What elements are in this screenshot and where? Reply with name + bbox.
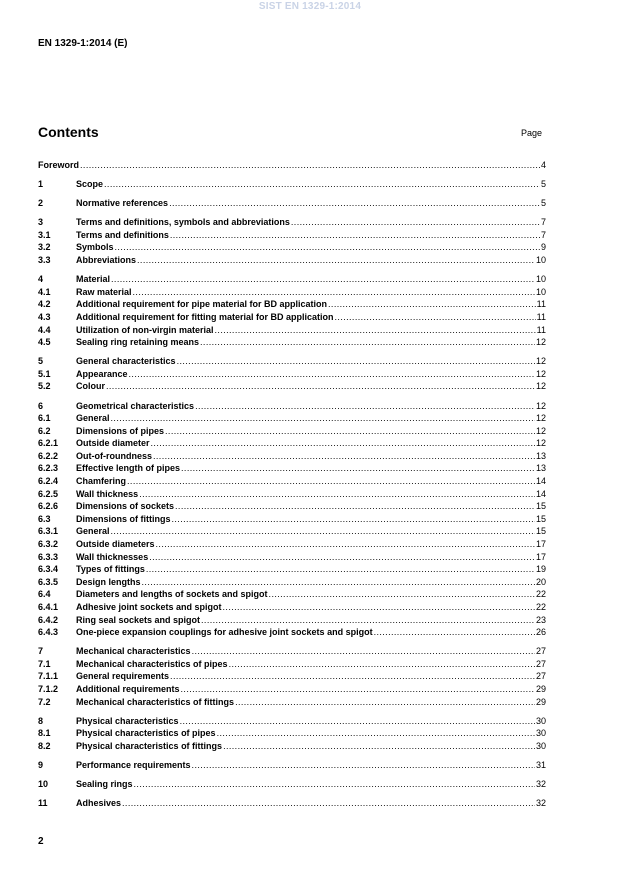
- toc-entry-number: 6: [38, 400, 44, 411]
- toc-entry-title: Ring seal sockets and spigot: [76, 614, 201, 625]
- toc-entry-title: Material: [76, 274, 111, 285]
- toc-entry-page: 19: [535, 564, 546, 575]
- toc-entry[interactable]: [38, 229, 546, 242]
- toc-entry-number: 4.1: [38, 286, 51, 297]
- toc-entry-title: Scope: [76, 179, 104, 190]
- document-identifier: EN 1329-1:2014 (E): [38, 38, 128, 49]
- toc-entry-title: One-piece expansion couplings for adhesive joint sockets and spigot: [76, 627, 373, 638]
- toc-leader-dots: [200, 336, 535, 349]
- toc-entry[interactable]: [38, 797, 546, 810]
- toc-entry-title: Wall thickness: [76, 488, 139, 499]
- toc-leader-dots: [235, 696, 535, 709]
- toc-entry[interactable]: [38, 241, 546, 254]
- toc-entry[interactable]: [38, 368, 546, 381]
- toc-leader-dots: [201, 614, 535, 627]
- toc-leader-dots: [374, 626, 535, 639]
- toc-entry[interactable]: [38, 538, 546, 551]
- toc-entry-title: Out-of-roundness: [76, 450, 152, 461]
- toc-entry-number: 10: [38, 779, 49, 790]
- toc-entry-title: Sealing ring retaining means: [76, 337, 200, 348]
- toc-leader-dots: [142, 576, 535, 589]
- toc-entry-number: 7.1: [38, 658, 51, 669]
- toc-entry-page: 27: [535, 658, 546, 669]
- toc-entry[interactable]: [38, 626, 546, 639]
- toc-entry-number: 6.2.4: [38, 476, 59, 487]
- toc-entry-title: Dimensions of pipes: [76, 425, 165, 436]
- toc-entry-page: 12: [535, 413, 546, 424]
- toc-group: [38, 273, 546, 349]
- toc-entry-number: 4.5: [38, 337, 51, 348]
- toc-entry-title: Terms and definitions: [76, 229, 169, 240]
- toc-entry-number: 6.2: [38, 425, 51, 436]
- toc-leader-dots: [165, 425, 535, 438]
- toc-entry-title: Sealing rings: [76, 779, 133, 790]
- table-of-contents: [38, 159, 546, 816]
- toc-entry-number: 1: [38, 179, 44, 190]
- toc-entry-title: Diameters and lengths of sockets and spigot: [76, 589, 268, 600]
- toc-entry-number: 6.3.3: [38, 551, 59, 562]
- toc-entry-page: 13: [535, 450, 546, 461]
- toc-group: [38, 759, 546, 772]
- toc-entry-page: 27: [535, 646, 546, 657]
- toc-entry[interactable]: [38, 715, 546, 728]
- toc-entry-number: 6.3.4: [38, 564, 59, 575]
- toc-entry-title: General requirements: [76, 671, 170, 682]
- toc-entry-number: 7.1.1: [38, 671, 59, 682]
- toc-entry[interactable]: [38, 437, 546, 450]
- toc-entry-title: General: [76, 413, 110, 424]
- toc-entry-number: 6.2.5: [38, 488, 59, 499]
- toc-entry[interactable]: [38, 462, 546, 475]
- toc-entry-title: Mechanical characteristics of fittings: [76, 696, 235, 707]
- toc-entry-number: 4.2: [38, 299, 51, 310]
- toc-entry-page: 32: [535, 798, 546, 809]
- toc-entry-page: 27: [535, 671, 546, 682]
- toc-entry[interactable]: [38, 576, 546, 589]
- toc-leader-dots: [192, 645, 535, 658]
- toc-entry-title: General: [76, 526, 110, 537]
- toc-entry[interactable]: [38, 324, 546, 337]
- toc-entry[interactable]: [38, 178, 546, 191]
- toc-leader-dots: [153, 450, 535, 463]
- toc-entry-page: 12: [535, 438, 546, 449]
- toc-entry-title: Mechanical characteristics of pipes: [76, 658, 228, 669]
- toc-entry-title: Geometrical characteristics: [76, 400, 195, 411]
- toc-leader-dots: [172, 513, 535, 526]
- toc-group: [38, 355, 546, 393]
- toc-leader-dots: [170, 670, 535, 683]
- toc-leader-dots: [111, 273, 535, 286]
- toc-entry[interactable]: [38, 298, 546, 311]
- toc-entry-title: Effective length of pipes: [76, 463, 181, 474]
- toc-entry-title: Design lengths: [76, 576, 141, 587]
- toc-entry-title: Types of fittings: [76, 564, 145, 575]
- toc-entry-number: 5.1: [38, 368, 51, 379]
- toc-entry-page: 14: [535, 488, 546, 499]
- toc-entry-page: 30: [535, 740, 546, 751]
- toc-entry[interactable]: [38, 696, 546, 709]
- toc-entry-title: Utilization of non-virgin material: [76, 324, 214, 335]
- toc-entry-number: 6.3: [38, 513, 51, 524]
- toc-entry-page: 31: [535, 760, 546, 771]
- toc-entry-number: 11: [38, 798, 48, 809]
- toc-leader-dots: [223, 601, 535, 614]
- toc-entry-number: 4: [38, 274, 44, 285]
- toc-leader-dots: [181, 683, 535, 696]
- toc-entry-number: 6.2.6: [38, 501, 59, 512]
- toc-entry-page: 23: [535, 614, 546, 625]
- page-column-label: Page: [521, 128, 543, 138]
- toc-leader-dots: [177, 355, 535, 368]
- toc-entry-page: 22: [535, 589, 546, 600]
- toc-entry[interactable]: [38, 740, 546, 753]
- toc-entry-number: 3.1: [38, 229, 51, 240]
- toc-entry-title: Physical characteristics of pipes: [76, 728, 216, 739]
- toc-entry[interactable]: [38, 216, 546, 229]
- toc-entry-title: Chamfering: [76, 476, 127, 487]
- toc-leader-dots: [115, 241, 540, 254]
- toc-entry-number: 2: [38, 198, 44, 209]
- toc-entry[interactable]: [38, 412, 546, 425]
- toc-leader-dots: [181, 462, 535, 475]
- toc-entry[interactable]: [38, 525, 546, 538]
- toc-entry[interactable]: [38, 488, 546, 501]
- toc-entry-title: Abbreviations: [76, 255, 137, 266]
- toc-leader-dots: [80, 159, 540, 172]
- toc-entry[interactable]: [38, 450, 546, 463]
- toc-entry[interactable]: [38, 645, 546, 658]
- toc-leader-dots: [335, 311, 536, 324]
- toc-entry-title: Outside diameter: [76, 438, 150, 449]
- toc-entry-page: 15: [535, 526, 546, 537]
- toc-entry-title: Dimensions of sockets: [76, 501, 175, 512]
- toc-leader-dots: [146, 563, 535, 576]
- toc-group: [38, 645, 546, 708]
- toc-leader-dots: [127, 475, 535, 488]
- toc-entry-number: 6.2.2: [38, 450, 59, 461]
- toc-entry-number: 4.3: [38, 311, 51, 322]
- toc-leader-dots: [195, 400, 535, 413]
- toc-entry[interactable]: [38, 500, 546, 513]
- toc-entry-number: 4.4: [38, 324, 51, 335]
- toc-entry-title: Additional requirement for pipe material for BD application: [76, 299, 328, 310]
- toc-entry-page: 5: [540, 198, 546, 209]
- toc-entry[interactable]: [38, 513, 546, 526]
- toc-entry-page: 11: [536, 311, 546, 322]
- toc-entry[interactable]: [38, 159, 546, 172]
- toc-leader-dots: [229, 658, 535, 671]
- toc-entry[interactable]: [38, 425, 546, 438]
- toc-entry-title: Additional requirement for fitting material for BD application: [76, 311, 334, 322]
- toc-entry[interactable]: [38, 380, 546, 393]
- toc-entry-page: 11: [536, 324, 546, 335]
- toc-entry-number: 6.2.3: [38, 463, 59, 474]
- toc-entry[interactable]: [38, 759, 546, 772]
- toc-entry-number: 6.4.2: [38, 614, 59, 625]
- toc-entry-page: 12: [535, 400, 546, 411]
- toc-entry[interactable]: [38, 563, 546, 576]
- toc-entry[interactable]: [38, 778, 546, 791]
- toc-entry[interactable]: [38, 614, 546, 627]
- toc-entry-number: 8.2: [38, 740, 51, 751]
- toc-leader-dots: [169, 197, 540, 210]
- toc-leader-dots: [111, 525, 535, 538]
- toc-entry-page: 14: [535, 476, 546, 487]
- toc-entry-number: 5: [38, 356, 44, 367]
- toc-entry-number: 5.2: [38, 381, 51, 392]
- toc-entry-page: 29: [535, 696, 546, 707]
- toc-entry-page: 17: [535, 551, 546, 562]
- toc-entry-title: Symbols: [76, 242, 114, 253]
- toc-entry-number: 7: [38, 646, 44, 657]
- toc-leader-dots: [328, 298, 536, 311]
- toc-entry-page: 12: [535, 368, 546, 379]
- toc-entry-page: 5: [540, 179, 546, 190]
- toc-leader-dots: [134, 778, 535, 791]
- toc-entry-number: 8: [38, 715, 44, 726]
- toc-entry-number: 6.4.3: [38, 627, 59, 638]
- toc-leader-dots: [133, 286, 535, 299]
- toc-leader-dots: [215, 324, 536, 337]
- toc-entry[interactable]: [38, 273, 546, 286]
- toc-entry[interactable]: [38, 588, 546, 601]
- toc-leader-dots: [192, 759, 535, 772]
- toc-entry-title: Terms and definitions, symbols and abbreviations: [76, 217, 290, 228]
- toc-leader-dots: [175, 500, 535, 513]
- toc-entry-page: 26: [535, 627, 546, 638]
- toc-group: [38, 197, 546, 210]
- toc-entry-number: 9: [38, 760, 44, 771]
- toc-entry-title: Normative references: [76, 198, 169, 209]
- toc-leader-dots: [156, 538, 535, 551]
- toc-entry-number: 6.1: [38, 413, 51, 424]
- toc-entry-title: Performance requirements: [76, 760, 191, 771]
- toc-group: [38, 216, 546, 266]
- toc-entry[interactable]: [38, 355, 546, 368]
- toc-entry[interactable]: [38, 658, 546, 671]
- toc-entry-page: 30: [535, 728, 546, 739]
- toc-entry-number: 7.1.2: [38, 684, 59, 695]
- toc-group: [38, 178, 546, 191]
- toc-leader-dots: [291, 216, 540, 229]
- toc-entry-number: 8.1: [38, 728, 51, 739]
- toc-entry-title: Appearance: [76, 368, 128, 379]
- toc-entry-number: 7.2: [38, 696, 51, 707]
- toc-entry-number: 6.4.1: [38, 602, 59, 612]
- toc-leader-dots: [269, 588, 535, 601]
- page-number: 2: [38, 836, 44, 847]
- toc-entry-number: 6.3.2: [38, 539, 59, 550]
- toc-entry-title: Adhesives: [76, 798, 122, 809]
- toc-entry-page: 30: [535, 715, 546, 726]
- toc-leader-dots: [139, 488, 535, 501]
- toc-leader-dots: [223, 740, 535, 753]
- toc-leader-dots: [104, 178, 540, 191]
- toc-entry[interactable]: [38, 286, 546, 299]
- toc-entry-title: Outside diameters: [76, 539, 155, 550]
- toc-entry-title: Additional requirements: [76, 684, 180, 695]
- toc-entry-number: 6.2.1: [38, 438, 59, 449]
- toc-entry-page: 9: [540, 242, 546, 253]
- toc-entry-page: 22: [535, 602, 546, 612]
- toc-entry-number: 3.3: [38, 255, 51, 266]
- toc-entry-page: 29: [535, 684, 546, 695]
- toc-entry[interactable]: [38, 400, 546, 413]
- toc-entry-title: Mechanical characteristics: [76, 646, 191, 657]
- toc-entry-number: 6.3.5: [38, 576, 59, 587]
- toc-leader-dots: [122, 797, 535, 810]
- toc-entry[interactable]: [38, 336, 546, 349]
- toc-entry-title: Dimensions of fittings: [76, 513, 171, 524]
- toc-group: [38, 778, 546, 791]
- toc-entry-page: 7: [540, 217, 546, 228]
- toc-leader-dots: [170, 229, 540, 242]
- toc-entry-number: 3.2: [38, 242, 51, 253]
- toc-entry[interactable]: [38, 197, 546, 210]
- toc-leader-dots: [217, 727, 535, 740]
- toc-entry-page: 12: [535, 425, 546, 436]
- toc-entry[interactable]: [38, 551, 546, 564]
- toc-entry[interactable]: [38, 311, 546, 324]
- toc-leader-dots: [149, 551, 535, 564]
- toc-leader-dots: [151, 437, 535, 450]
- toc-entry-page: 10: [535, 286, 546, 297]
- toc-entry-page: 11: [536, 299, 546, 310]
- toc-entry-page: 32: [535, 779, 546, 790]
- toc-entry-title: Adhesive joint sockets and spigot: [76, 602, 222, 612]
- toc-entry[interactable]: [38, 601, 546, 614]
- toc-entry-title: Raw material: [76, 286, 132, 297]
- toc-group: [38, 159, 546, 172]
- toc-entry-page: 12: [535, 337, 546, 348]
- toc-entry-title: General characteristics: [76, 356, 176, 367]
- toc-entry-page: 10: [535, 274, 546, 285]
- toc-leader-dots: [180, 715, 535, 728]
- toc-entry-number: 6.4: [38, 589, 51, 600]
- toc-group: [38, 400, 546, 639]
- toc-entry-page: 10: [535, 255, 546, 266]
- toc-entry-page: 12: [535, 356, 546, 367]
- toc-entry[interactable]: [38, 254, 546, 267]
- toc-leader-dots: [106, 380, 535, 393]
- toc-leader-dots: [129, 368, 535, 381]
- toc-entry-page: 15: [535, 501, 546, 512]
- toc-leader-dots: [137, 254, 535, 267]
- toc-entry-title: Physical characteristics of fittings: [76, 740, 223, 751]
- toc-entry-page: 17: [535, 539, 546, 550]
- watermark-header: SIST EN 1329-1:2014: [258, 1, 362, 12]
- contents-heading: Contents: [38, 124, 99, 140]
- toc-entry-page: 13: [535, 463, 546, 474]
- toc-entry-number: 6.3.1: [38, 526, 59, 537]
- toc-entry-number: 3: [38, 217, 44, 228]
- toc-entry[interactable]: [38, 727, 546, 740]
- toc-entry-page: 4: [540, 160, 546, 170]
- toc-entry-page: 7: [540, 229, 546, 240]
- toc-group: [38, 797, 546, 810]
- toc-entry[interactable]: [38, 670, 546, 683]
- toc-entry[interactable]: [38, 475, 546, 488]
- toc-leader-dots: [111, 412, 535, 425]
- toc-entry-page: 15: [535, 513, 546, 524]
- toc-entry-title: Colour: [76, 381, 105, 392]
- toc-entry[interactable]: [38, 683, 546, 696]
- toc-entry-page: 12: [535, 381, 546, 392]
- toc-entry-title: Foreword: [38, 160, 80, 170]
- toc-entry-title: Physical characteristics: [76, 715, 179, 726]
- toc-entry-title: Wall thicknesses: [76, 551, 149, 562]
- toc-group: [38, 715, 546, 753]
- toc-entry-page: 20: [535, 576, 546, 587]
